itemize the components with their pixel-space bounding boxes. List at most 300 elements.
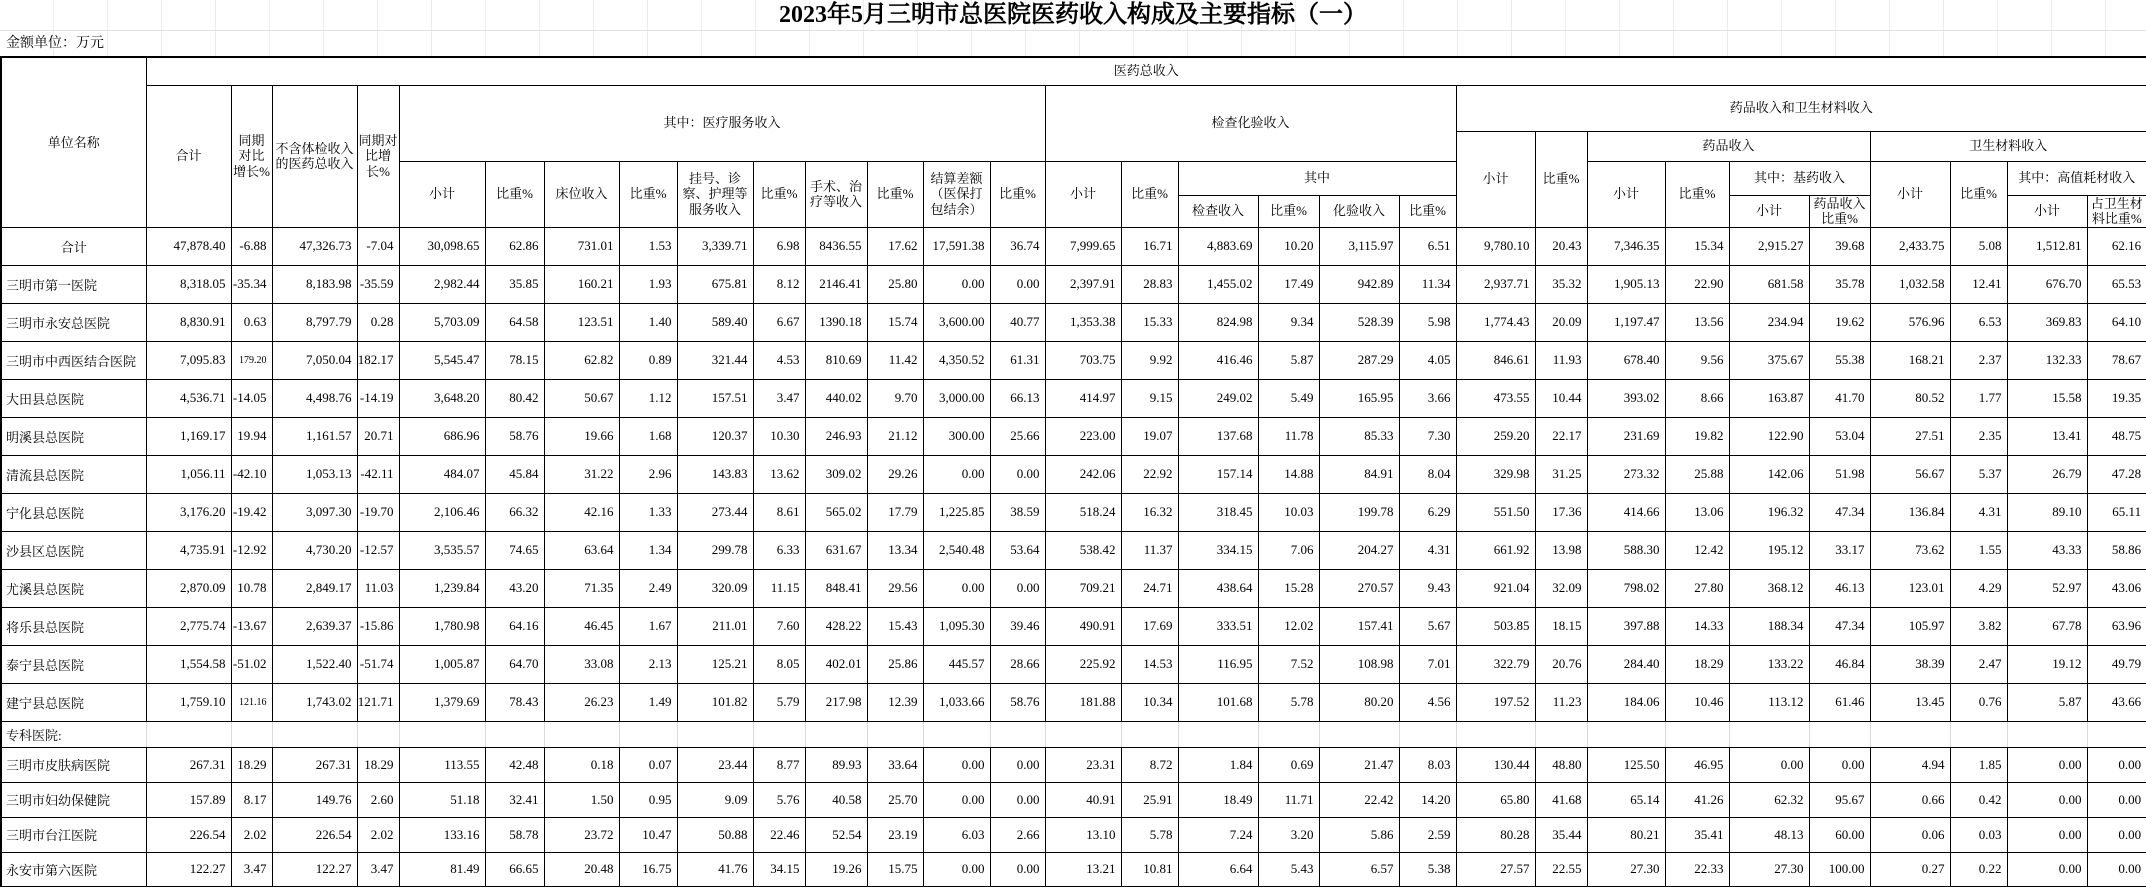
value-cell: 9,780.10	[1456, 227, 1535, 265]
value-cell: 565.02	[805, 493, 867, 531]
value-cell: 7.24	[1178, 817, 1258, 852]
value-cell: 38.59	[990, 493, 1045, 531]
value-cell: 0.76	[1950, 683, 2007, 721]
value-cell: 8436.55	[805, 227, 867, 265]
value-cell: 8,797.79	[272, 303, 357, 341]
value-cell: 1.34	[619, 531, 677, 569]
value-cell: 137.68	[1178, 417, 1258, 455]
value-cell: 6.51	[1399, 227, 1456, 265]
hospital-name: 沙县区总医院	[1, 531, 146, 569]
revenue-table	[0, 56, 2146, 887]
empty-cell	[805, 721, 867, 747]
value-cell: 33.17	[1809, 531, 1870, 569]
value-cell: 11.03	[357, 569, 399, 607]
value-cell: 588.30	[1587, 531, 1665, 569]
value-cell: 11.34	[1399, 265, 1456, 303]
value-cell: 89.10	[2007, 493, 2087, 531]
value-cell: 0.00	[1729, 747, 1809, 782]
value-cell: 61.46	[1809, 683, 1870, 721]
value-cell: 11.37	[1121, 531, 1178, 569]
value-cell: 675.81	[677, 265, 753, 303]
value-cell: 157.51	[677, 379, 753, 417]
value-cell: 55.38	[1809, 341, 1870, 379]
value-cell: 503.85	[1456, 607, 1535, 645]
value-cell: 15.75	[867, 852, 923, 887]
value-cell: 58.86	[2087, 531, 2146, 569]
col-header-high-value-proportion: 占卫生材料比重%	[2087, 195, 2146, 227]
value-cell: 28.66	[990, 645, 1045, 683]
empty-cell	[1456, 721, 1535, 747]
value-cell: 2.13	[619, 645, 677, 683]
value-cell: 168.21	[1870, 341, 1950, 379]
value-cell: 1.93	[619, 265, 677, 303]
value-cell: 27.51	[1870, 417, 1950, 455]
col-header-exam-income: 检查收入	[1178, 195, 1258, 227]
value-cell: 2.66	[990, 817, 1045, 852]
empty-cell	[2087, 721, 2146, 747]
value-cell: 2,982.44	[399, 265, 485, 303]
col-header-exam-lab-group: 检查化验收入	[1045, 85, 1456, 161]
value-cell: 27.57	[1456, 852, 1535, 887]
value-cell: 63.96	[2087, 607, 2146, 645]
value-cell: 5,545.47	[399, 341, 485, 379]
value-cell: 16.32	[1121, 493, 1178, 531]
col-header-ms-subtotal: 小计	[399, 161, 485, 227]
value-cell: 490.91	[1045, 607, 1121, 645]
value-cell: 4.94	[1870, 747, 1950, 782]
value-cell: 142.06	[1729, 455, 1809, 493]
value-cell: 1.12	[619, 379, 677, 417]
value-cell: 20.48	[544, 852, 619, 887]
col-header-settlement-balance: 结算差额（医保打包结余）	[923, 161, 990, 227]
col-header-lab-proportion: 比重%	[1399, 195, 1456, 227]
value-cell: 22.92	[1121, 455, 1178, 493]
value-cell: 17.36	[1535, 493, 1587, 531]
value-cell: 8,830.91	[146, 303, 231, 341]
value-cell: 848.41	[805, 569, 867, 607]
value-cell: 234.94	[1729, 303, 1809, 341]
value-cell: 2,915.27	[1729, 227, 1809, 265]
value-cell: 440.02	[805, 379, 867, 417]
value-cell: 3,648.20	[399, 379, 485, 417]
table-row	[1, 852, 2146, 887]
value-cell: 428.22	[805, 607, 867, 645]
value-cell: 157.14	[1178, 455, 1258, 493]
value-cell: 225.92	[1045, 645, 1121, 683]
value-cell: 8,183.98	[272, 265, 357, 303]
value-cell: 14.53	[1121, 645, 1178, 683]
value-cell: 43.06	[2087, 569, 2146, 607]
value-cell: 6.98	[753, 227, 805, 265]
value-cell: 26.79	[2007, 455, 2087, 493]
value-cell: 0.00	[2087, 747, 2146, 782]
value-cell: 6.53	[1950, 303, 2007, 341]
value-cell: 15.43	[867, 607, 923, 645]
empty-cell	[1319, 721, 1399, 747]
value-cell: 66.65	[485, 852, 544, 887]
value-cell: 5.86	[1319, 817, 1399, 852]
value-cell: 551.50	[1456, 493, 1535, 531]
col-header-registration-proportion: 比重%	[753, 161, 805, 227]
value-cell: 35.32	[1535, 265, 1587, 303]
value-cell: 52.97	[2007, 569, 2087, 607]
value-cell: 7,050.04	[272, 341, 357, 379]
value-cell: 9.70	[867, 379, 923, 417]
value-cell: 41.68	[1535, 782, 1587, 817]
value-cell: 64.58	[485, 303, 544, 341]
value-cell: 36.74	[990, 227, 1045, 265]
value-cell: 686.96	[399, 417, 485, 455]
value-cell: 2,937.71	[1456, 265, 1535, 303]
value-cell: 12.42	[1665, 531, 1729, 569]
value-cell: 3,339.71	[677, 227, 753, 265]
value-cell: 8.12	[753, 265, 805, 303]
value-cell: 8,318.05	[146, 265, 231, 303]
value-cell: 942.89	[1319, 265, 1399, 303]
value-cell: 0.69	[1258, 747, 1319, 782]
value-cell: 35.85	[485, 265, 544, 303]
value-cell: 1,032.58	[1870, 265, 1950, 303]
value-cell: 473.55	[1456, 379, 1535, 417]
value-cell: 242.06	[1045, 455, 1121, 493]
value-cell: 65.11	[2087, 493, 2146, 531]
value-cell: 0.00	[1809, 747, 1870, 782]
value-cell: 8.61	[753, 493, 805, 531]
value-cell: 1,905.13	[1587, 265, 1665, 303]
value-cell: 100.00	[1809, 852, 1870, 887]
value-cell: 223.00	[1045, 417, 1121, 455]
value-cell: 2.02	[357, 817, 399, 852]
value-cell: 709.21	[1045, 569, 1121, 607]
value-cell: 13.45	[1870, 683, 1950, 721]
value-cell: 3,176.20	[146, 493, 231, 531]
value-cell: 23.19	[867, 817, 923, 852]
value-cell: 64.70	[485, 645, 544, 683]
value-cell: 133.16	[399, 817, 485, 852]
value-cell: 13.10	[1045, 817, 1121, 852]
value-cell: 1,056.11	[146, 455, 231, 493]
value-cell: 824.98	[1178, 303, 1258, 341]
value-cell: 47,878.40	[146, 227, 231, 265]
value-cell: 318.45	[1178, 493, 1258, 531]
value-cell: 123.51	[544, 303, 619, 341]
value-cell: 18.15	[1535, 607, 1587, 645]
value-cell: 246.93	[805, 417, 867, 455]
value-cell: 0.18	[544, 747, 619, 782]
value-cell: 35.78	[1809, 265, 1870, 303]
value-cell: 20.09	[1535, 303, 1587, 341]
empty-cell	[231, 721, 272, 747]
value-cell: 2,540.48	[923, 531, 990, 569]
value-cell: 1390.18	[805, 303, 867, 341]
value-cell: 51.98	[1809, 455, 1870, 493]
value-cell: 10.20	[1258, 227, 1319, 265]
value-cell: 49.79	[2087, 645, 2146, 683]
value-cell: 204.27	[1319, 531, 1399, 569]
empty-cell	[677, 721, 753, 747]
table-row	[1, 379, 2146, 417]
value-cell: 64.10	[2087, 303, 2146, 341]
value-cell: 226.54	[272, 817, 357, 852]
value-cell: 0.00	[990, 569, 1045, 607]
value-cell: 9.92	[1121, 341, 1178, 379]
value-cell: 273.32	[1587, 455, 1665, 493]
value-cell: 2.60	[357, 782, 399, 817]
col-header-material-group: 卫生材料收入	[1870, 131, 2146, 161]
value-cell: 846.61	[1456, 341, 1535, 379]
empty-cell	[2007, 721, 2087, 747]
value-cell: 3,600.00	[923, 303, 990, 341]
value-cell: 58.78	[485, 817, 544, 852]
value-cell: 41.70	[1809, 379, 1870, 417]
value-cell: 3,115.97	[1319, 227, 1399, 265]
value-cell: 0.00	[2007, 817, 2087, 852]
value-cell: 1.67	[619, 607, 677, 645]
value-cell: 22.42	[1319, 782, 1399, 817]
value-cell: 51.18	[399, 782, 485, 817]
value-cell: 56.67	[1870, 455, 1950, 493]
value-cell: 1.50	[544, 782, 619, 817]
value-cell: 2.49	[619, 569, 677, 607]
table-row	[1, 817, 2146, 852]
value-cell: 16.71	[1121, 227, 1178, 265]
value-cell: 2,775.74	[146, 607, 231, 645]
value-cell: 6.29	[1399, 493, 1456, 531]
value-cell: 17.79	[867, 493, 923, 531]
value-cell: 46.45	[544, 607, 619, 645]
table-row	[1, 493, 2146, 531]
value-cell: 19.26	[805, 852, 867, 887]
col-header-bed-income: 床位收入	[544, 161, 619, 227]
value-cell: 1.77	[1950, 379, 2007, 417]
value-cell: 42.48	[485, 747, 544, 782]
value-cell: 0.07	[619, 747, 677, 782]
value-cell: 13.98	[1535, 531, 1587, 569]
value-cell: 2,433.75	[1870, 227, 1950, 265]
value-cell: 1,033.66	[923, 683, 990, 721]
value-cell: 1,005.87	[399, 645, 485, 683]
value-cell: 120.37	[677, 417, 753, 455]
value-cell: 63.64	[544, 531, 619, 569]
value-cell: 143.83	[677, 455, 753, 493]
value-cell: 0.95	[619, 782, 677, 817]
value-cell: 43.33	[2007, 531, 2087, 569]
value-cell: 10.81	[1121, 852, 1178, 887]
value-cell: 6.03	[923, 817, 990, 852]
empty-cell	[923, 721, 990, 747]
value-cell: 0.03	[1950, 817, 2007, 852]
value-cell: 375.67	[1729, 341, 1809, 379]
value-cell: 8.04	[1399, 455, 1456, 493]
value-cell: 65.53	[2087, 265, 2146, 303]
value-cell: 40.91	[1045, 782, 1121, 817]
value-cell: 19.94	[231, 417, 272, 455]
value-cell: -35.59	[357, 265, 399, 303]
value-cell: 62.16	[2087, 227, 2146, 265]
value-cell: 3,000.00	[923, 379, 990, 417]
value-cell: 20.71	[357, 417, 399, 455]
value-cell: 414.66	[1587, 493, 1665, 531]
value-cell: 270.57	[1319, 569, 1399, 607]
value-cell: 7,095.83	[146, 341, 231, 379]
value-cell: 8.77	[753, 747, 805, 782]
value-cell: 125.21	[677, 645, 753, 683]
value-cell: 368.12	[1729, 569, 1809, 607]
value-cell: 0.00	[2007, 852, 2087, 887]
value-cell: 18.29	[231, 747, 272, 782]
value-cell: -12.92	[231, 531, 272, 569]
col-header-total-group: 医药总收入	[146, 57, 2146, 85]
value-cell: 0.22	[1950, 852, 2007, 887]
value-cell: 46.84	[1809, 645, 1870, 683]
value-cell: 0.00	[2087, 817, 2146, 852]
value-cell: 11.15	[753, 569, 805, 607]
value-cell: -19.42	[231, 493, 272, 531]
value-cell: 267.31	[146, 747, 231, 782]
value-cell: 11.42	[867, 341, 923, 379]
hospital-name: 三明市皮肤病医院	[1, 747, 146, 782]
value-cell: 27.30	[1587, 852, 1665, 887]
value-cell: 0.27	[1870, 852, 1950, 887]
value-cell: 5.79	[753, 683, 805, 721]
value-cell: 14.33	[1665, 607, 1729, 645]
value-cell: -14.05	[231, 379, 272, 417]
value-cell: 631.67	[805, 531, 867, 569]
value-cell: 231.69	[1587, 417, 1665, 455]
value-cell: 5.87	[1258, 341, 1319, 379]
value-cell: 13.41	[2007, 417, 2087, 455]
value-cell: 259.20	[1456, 417, 1535, 455]
value-cell: 7.01	[1399, 645, 1456, 683]
value-cell: 4.29	[1950, 569, 2007, 607]
value-cell: 62.86	[485, 227, 544, 265]
hospital-name: 三明市第一医院	[1, 265, 146, 303]
value-cell: 165.95	[1319, 379, 1399, 417]
empty-cell	[1665, 721, 1729, 747]
empty-cell	[399, 721, 485, 747]
value-cell: 1,161.57	[272, 417, 357, 455]
value-cell: 0.06	[1870, 817, 1950, 852]
value-cell: -19.70	[357, 493, 399, 531]
value-cell: 13.56	[1665, 303, 1729, 341]
value-cell: 41.26	[1665, 782, 1729, 817]
table-row	[1, 645, 2146, 683]
value-cell: 32.09	[1535, 569, 1587, 607]
col-header-drug-group: 药品收入	[1587, 131, 1870, 161]
value-cell: 34.15	[753, 852, 805, 887]
value-cell: 101.82	[677, 683, 753, 721]
value-cell: 61.31	[990, 341, 1045, 379]
value-cell: -13.67	[231, 607, 272, 645]
value-cell: 299.78	[677, 531, 753, 569]
value-cell: 62.32	[1729, 782, 1809, 817]
value-cell: 3,535.57	[399, 531, 485, 569]
value-cell: 1,522.40	[272, 645, 357, 683]
table-row	[1, 227, 2146, 265]
col-header-yoy: 同期对比增长%	[231, 85, 272, 227]
value-cell: 438.64	[1178, 569, 1258, 607]
value-cell: 416.46	[1178, 341, 1258, 379]
value-cell: 81.49	[399, 852, 485, 887]
value-cell: 11.23	[1535, 683, 1587, 721]
value-cell: 23.44	[677, 747, 753, 782]
col-header-excl-physical: 不含体检收入的医药总收入	[272, 85, 357, 227]
col-header-total: 合计	[146, 85, 231, 227]
value-cell: 89.93	[805, 747, 867, 782]
hospital-name: 泰宁县总医院	[1, 645, 146, 683]
value-cell: 1,095.30	[923, 607, 990, 645]
value-cell: 80.20	[1319, 683, 1399, 721]
value-cell: 31.25	[1535, 455, 1587, 493]
value-cell: 1,353.38	[1045, 303, 1121, 341]
table-body	[1, 227, 2146, 887]
value-cell: 528.39	[1319, 303, 1399, 341]
value-cell: 31.22	[544, 455, 619, 493]
value-cell: 369.83	[2007, 303, 2087, 341]
value-cell: 1.84	[1178, 747, 1258, 782]
hospital-name: 宁化县总医院	[1, 493, 146, 531]
section-row	[1, 721, 2146, 747]
value-cell: 196.32	[1729, 493, 1809, 531]
value-cell: 4,883.69	[1178, 227, 1258, 265]
value-cell: 38.39	[1870, 645, 1950, 683]
value-cell: 25.70	[867, 782, 923, 817]
col-header-material-subtotal: 小计	[1870, 161, 1950, 227]
value-cell: 5.67	[1399, 607, 1456, 645]
value-cell: 2.35	[1950, 417, 2007, 455]
col-header-el-among: 其中	[1178, 161, 1456, 195]
value-cell: 589.40	[677, 303, 753, 341]
value-cell: 12.02	[1258, 607, 1319, 645]
value-cell: 95.67	[1809, 782, 1870, 817]
value-cell: 334.15	[1178, 531, 1258, 569]
value-cell: 122.90	[1729, 417, 1809, 455]
value-cell: 445.57	[923, 645, 990, 683]
col-header-settlement-proportion: 比重%	[990, 161, 1045, 227]
value-cell: 85.33	[1319, 417, 1399, 455]
hospital-name: 大田县总医院	[1, 379, 146, 417]
value-cell: 7.60	[753, 607, 805, 645]
value-cell: 3.20	[1258, 817, 1319, 852]
value-cell: 25.88	[1665, 455, 1729, 493]
value-cell: 19.35	[2087, 379, 2146, 417]
hospital-name: 三明市中西医结合医院	[1, 341, 146, 379]
col-header-ms-proportion: 比重%	[485, 161, 544, 227]
col-header-dm-proportion: 比重%	[1535, 131, 1587, 227]
table-row	[1, 747, 2146, 782]
value-cell: 9.09	[677, 782, 753, 817]
value-cell: 80.52	[1870, 379, 1950, 417]
value-cell: 676.70	[2007, 265, 2087, 303]
value-cell: 27.80	[1665, 569, 1729, 607]
value-cell: 3.82	[1950, 607, 2007, 645]
table-row	[1, 341, 2146, 379]
value-cell: 284.40	[1587, 645, 1665, 683]
value-cell: 41.76	[677, 852, 753, 887]
value-cell: -51.74	[357, 645, 399, 683]
value-cell: 11.78	[1258, 417, 1319, 455]
value-cell: 46.13	[1809, 569, 1870, 607]
value-cell: 25.91	[1121, 782, 1178, 817]
hospital-name: 合计	[1, 227, 146, 265]
value-cell: 309.02	[805, 455, 867, 493]
value-cell: 4,350.52	[923, 341, 990, 379]
value-cell: 11.93	[1535, 341, 1587, 379]
empty-cell	[544, 721, 619, 747]
value-cell: 3.66	[1399, 379, 1456, 417]
value-cell: 1,743.02	[272, 683, 357, 721]
col-header-el-proportion: 比重%	[1121, 161, 1178, 227]
